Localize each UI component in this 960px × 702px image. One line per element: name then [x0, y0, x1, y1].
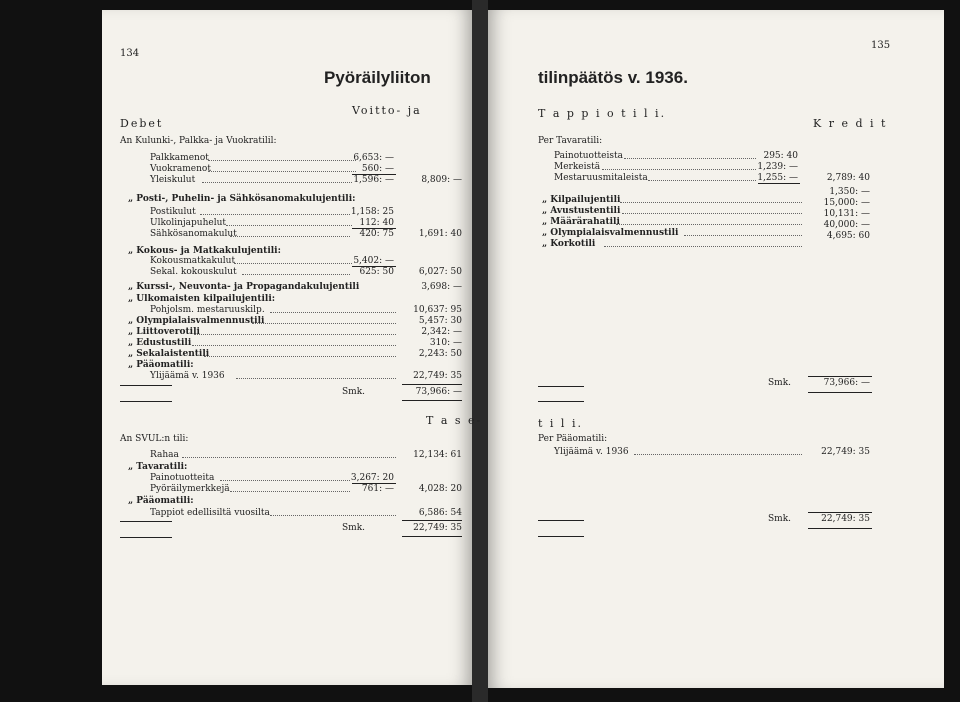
- account-heading: An SVUL:n tili:: [120, 434, 189, 444]
- ruled-line: [352, 266, 396, 267]
- row-value: 15,000: —: [823, 198, 870, 208]
- dot-leader: [270, 515, 396, 516]
- row-value: 2,243: 50: [418, 349, 462, 359]
- subtotal: 4,028: 20: [418, 484, 462, 494]
- dot-leader: [684, 235, 802, 236]
- row-value: 5,457: 30: [418, 316, 462, 326]
- subtotal: 6,027: 50: [418, 267, 462, 277]
- total-label: Smk.: [342, 387, 366, 397]
- row-label: Ulkolinjapuhelut: [150, 218, 227, 228]
- ruled-line: [758, 183, 800, 184]
- row-value: 310: —: [429, 338, 462, 348]
- account-heading: „ Korkotili: [542, 239, 596, 249]
- row-value: 6,653: —: [353, 153, 394, 163]
- row-label: Kokousmatkakulut: [150, 256, 236, 266]
- page-header-title: Pyöräilyliiton: [324, 68, 431, 87]
- row-value: 560: —: [361, 164, 394, 174]
- row-value: 420: 75: [359, 229, 394, 239]
- account-heading: An Kulunki-, Palkka- ja Vuokratilil:: [120, 136, 277, 146]
- row-value: 12,134: 61: [413, 450, 462, 460]
- row-value: 6,586: 54: [418, 508, 462, 518]
- right-page: [488, 10, 944, 688]
- row-label: Postikulut: [150, 207, 196, 217]
- account-heading: „ Pääomatili:: [128, 360, 194, 370]
- row-label: Mestaruusmitaleista: [554, 173, 648, 183]
- debet-label: Debet: [120, 117, 164, 130]
- account-heading: Per Pääomatili:: [538, 434, 608, 444]
- dot-leader: [620, 202, 802, 203]
- ruled-line: [808, 512, 872, 513]
- subtotal: 2,789: 40: [826, 173, 870, 183]
- row-value: 1,158: 25: [350, 207, 394, 217]
- ruled-line: [352, 174, 396, 175]
- account-heading: „ Määrärahatili: [542, 217, 620, 227]
- total-label: Smk.: [768, 378, 792, 388]
- subtotal: 1,691: 40: [418, 229, 462, 239]
- row-value: 10,131: —: [823, 209, 870, 219]
- account-heading: „ Edustustili: [128, 338, 192, 348]
- row-value: 22,749: 35: [821, 447, 870, 457]
- left-page: [102, 10, 483, 685]
- account-heading: „ Liittoverotili: [128, 327, 200, 337]
- row-label: Ylijäämä v. 1936: [150, 371, 225, 381]
- ruled-line: [402, 536, 462, 537]
- account-heading: „ Kilpailujentili: [542, 195, 621, 205]
- dot-leader: [252, 323, 396, 324]
- row-label: Palkkamenot: [150, 153, 209, 163]
- subtotal: 3,698: —: [421, 282, 462, 292]
- grand-total: 73,966: —: [415, 387, 462, 397]
- dot-leader: [602, 169, 756, 170]
- row-label: Yleiskulut: [150, 175, 196, 185]
- account-heading: „ Tavaratili:: [128, 462, 188, 472]
- dot-leader: [200, 214, 350, 215]
- page-number: 135: [871, 40, 891, 51]
- ruled-line: [538, 401, 584, 402]
- grand-total: 73,966: —: [823, 378, 870, 388]
- row-value: 1,239: —: [757, 162, 798, 172]
- ruled-line: [120, 521, 172, 522]
- ruled-line: [538, 536, 584, 537]
- dot-leader: [194, 334, 396, 335]
- dot-leader: [616, 224, 802, 225]
- row-value: 112: 40: [359, 218, 394, 228]
- row-value: 761: —: [361, 484, 394, 494]
- row-label: Sähkösanomakulut: [150, 229, 237, 239]
- dot-leader: [604, 246, 802, 247]
- dot-leader: [202, 182, 352, 183]
- ruled-line: [120, 401, 172, 402]
- ruled-line: [402, 400, 462, 401]
- ruled-line: [120, 537, 172, 538]
- dot-leader: [220, 480, 350, 481]
- grand-total: 22,749: 35: [413, 523, 462, 533]
- book-gutter: [472, 0, 488, 702]
- row-value: 4,695: 60: [826, 231, 870, 241]
- row-value: 40,000: —: [823, 220, 870, 230]
- tappiotili-label: T a p p i o t i l i.: [538, 107, 667, 120]
- row-value: 22,749: 35: [413, 371, 462, 381]
- account-heading: „ Olympialaisvalmennustili: [542, 228, 679, 238]
- row-value: 2,342: —: [421, 327, 462, 337]
- account-heading: „ Pääomatili:: [128, 496, 194, 506]
- dot-leader: [634, 454, 802, 455]
- dot-leader: [270, 312, 396, 313]
- row-value: 3,267: 20: [350, 473, 394, 483]
- ruled-line: [538, 520, 584, 521]
- row-label: Ylijäämä v. 1936: [554, 447, 629, 457]
- total-label: Smk.: [342, 523, 366, 533]
- subtotal: 8,809: —: [421, 175, 462, 185]
- account-heading: Per Tavaratili:: [538, 136, 603, 146]
- tili-label: t i l i.: [538, 417, 583, 430]
- row-label: Sekal. kokouskulut: [150, 267, 237, 277]
- dot-leader: [236, 378, 396, 379]
- page-number: 134: [120, 48, 140, 59]
- voitto-label: Voitto- ja: [352, 104, 422, 117]
- row-label: Vuokramenot: [150, 164, 211, 174]
- ruled-line: [538, 386, 584, 387]
- row-label: Pohjolsm. mestaruuskilp.: [150, 305, 265, 315]
- dot-leader: [204, 356, 396, 357]
- tase-label: T a s e-: [426, 414, 483, 427]
- row-value: 295: 40: [763, 151, 798, 161]
- page-header-title: tilinpäätös v. 1936.: [538, 68, 688, 87]
- row-label: Painotuotteista: [554, 151, 623, 161]
- ruled-line: [808, 392, 872, 393]
- row-value: 1,255: —: [757, 173, 798, 183]
- ruled-line: [808, 376, 872, 377]
- total-label: Smk.: [768, 514, 792, 524]
- account-heading: „ Ulkomaisten kilpailujentili:: [128, 294, 276, 304]
- row-value: 5,402: —: [353, 256, 394, 266]
- dot-leader: [622, 213, 802, 214]
- row-label: Pyöräilymerkkejä: [150, 484, 230, 494]
- account-heading: „ Kurssi-, Neuvonta- ja Propagandakulujentili: [128, 282, 360, 292]
- ruled-line: [402, 384, 462, 385]
- ruled-line: [402, 520, 462, 521]
- row-value: 10,637: 95: [413, 305, 462, 315]
- grand-total: 22,749: 35: [821, 514, 870, 524]
- account-heading: „ Avustustentili: [542, 206, 621, 216]
- dot-leader: [182, 457, 396, 458]
- ruled-line: [352, 483, 396, 484]
- ruled-line: [120, 385, 172, 386]
- kredit-label: K r e d i t: [813, 117, 888, 130]
- row-label: Merkeistä: [554, 162, 601, 172]
- account-heading: „ Posti-, Puhelin- ja Sähkösanomakulujentili:: [128, 194, 356, 204]
- ruled-line: [352, 228, 396, 229]
- account-heading: „ Sekalaistentili: [128, 349, 210, 359]
- row-value: 1,350: —: [829, 187, 870, 197]
- row-label: Painotuotteita: [150, 473, 215, 483]
- dot-leader: [192, 345, 396, 346]
- row-value: 1,596: —: [353, 175, 394, 185]
- ruled-line: [808, 528, 872, 529]
- row-label: Rahaa: [150, 450, 179, 460]
- account-heading: „ Kokous- ja Matkakulujentili:: [128, 246, 281, 256]
- row-value: 625: 50: [359, 267, 394, 277]
- row-label: Tappiot edellisiltä vuosilta: [150, 508, 270, 518]
- account-heading: „ Olympialaisvalmennustili: [128, 316, 265, 326]
